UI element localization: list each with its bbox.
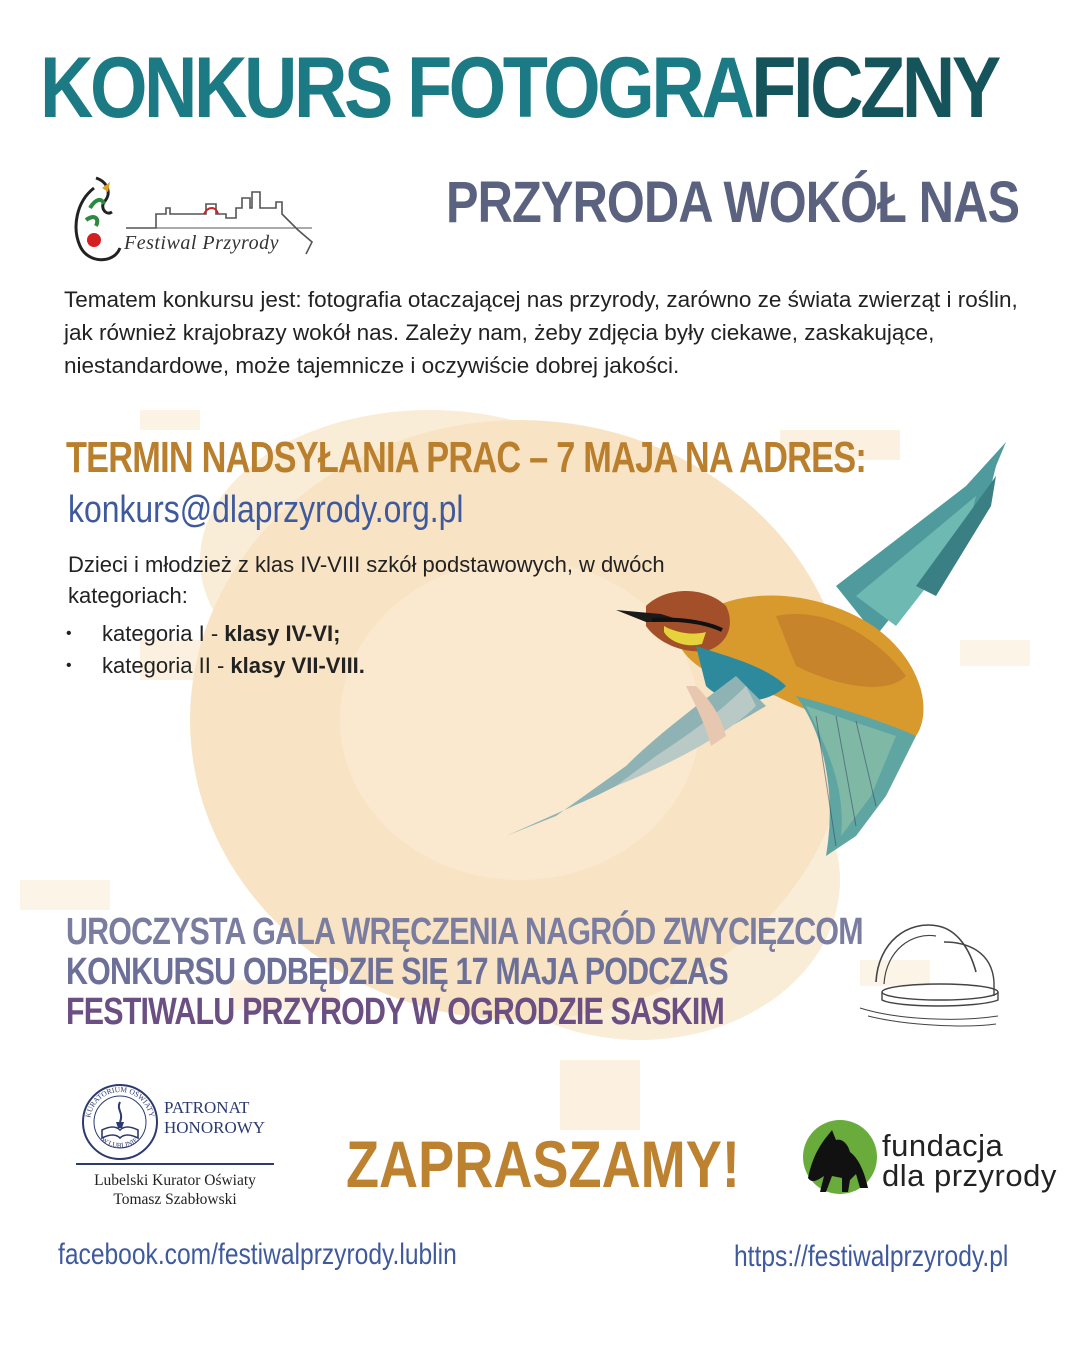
- festival-logo-text: Festiwal Przyrody: [124, 232, 279, 254]
- category-list: [66, 618, 365, 682]
- title-part-2: FICZNY: [751, 40, 998, 136]
- patronat-label: [164, 1098, 265, 1138]
- kurator-title: Lubelski Kurator Oświaty: [94, 1172, 256, 1189]
- fountain-icon: [858, 912, 1002, 1030]
- divider: [76, 1163, 274, 1165]
- fundacja-logo-text: [882, 1128, 1057, 1193]
- gala-announcement: [66, 912, 863, 1032]
- patronat-line-1: PATRONAT: [164, 1098, 250, 1117]
- deadline-heading: TERMIN NADSYŁANIA PRAC – 7 MAJA NA ADRES:: [66, 433, 867, 482]
- intro-text: Tematem konkursu jest: fotografia otaczającej nas przyrody, zarówno ze świata zwierząt i roślin, jak również krajobrazy wokół nas. Zależy nam, żeby zdjęcia były ciekawe, zaskakujące, niestandardowe, może tajemnicze i oczywiście dobrej jakości.: [64, 287, 1018, 378]
- seal-text-top: KURATORIUM OŚWIATY: [83, 1084, 157, 1119]
- subtitle: PRZYRODA WOKÓŁ NAS: [446, 170, 1020, 235]
- title-part-1: KONKURS FOTOGRA: [40, 40, 752, 136]
- email-link[interactable]: konkurs@dlaprzyrody.org.pl: [68, 489, 464, 531]
- category-classes: klasy IV-VI;: [224, 621, 341, 646]
- bullet: •: [66, 657, 72, 674]
- fundacja-line-1: fundacja: [882, 1128, 1004, 1163]
- kuratorium-seal-icon: [80, 1082, 160, 1162]
- gala-line-2: KONKURSU ODBĘDZIE SIĘ 17 MAJA PODCZAS: [66, 951, 728, 993]
- invite-heading: ZAPRASZAMY!: [346, 1127, 740, 1201]
- page-title: [40, 38, 998, 138]
- gala-line-1: UROCZYSTA GALA WRĘCZENIA NAGRÓD ZWYCIĘZCOM: [66, 911, 863, 953]
- category-label: kategoria I -: [102, 621, 225, 646]
- facebook-link[interactable]: facebook.com/festiwalprzyrody.lublin: [58, 1238, 457, 1271]
- fundacja-line-2: dla przyrody: [882, 1158, 1057, 1193]
- festival-logo-icon: [66, 168, 316, 272]
- bullet: •: [66, 625, 72, 642]
- eligibility-text: Dzieci i młodzież z klas IV-VIII szkół podstawowych, w dwóch kategoriach:: [68, 552, 665, 608]
- seal-text-bottom: W LUBLINIE: [99, 1135, 140, 1150]
- category-classes: klasy VII-VIII.: [230, 653, 365, 678]
- wolf-logo-icon: [802, 1118, 878, 1196]
- patronat-line-2: HONOROWY: [164, 1118, 266, 1137]
- bee-eater-bird-illustration: [496, 436, 1036, 876]
- category-label: kategoria II -: [102, 653, 231, 678]
- kurator-name: [76, 1171, 274, 1209]
- website-link[interactable]: https://festiwalprzyrody.pl: [734, 1240, 1009, 1273]
- list-item: [66, 618, 365, 650]
- kurator-person: Tomasz Szabłowski: [113, 1191, 237, 1208]
- gala-line-3: FESTIWALU PRZYRODY W OGRODZIE SASKIM: [66, 991, 725, 1033]
- list-item: [66, 650, 365, 682]
